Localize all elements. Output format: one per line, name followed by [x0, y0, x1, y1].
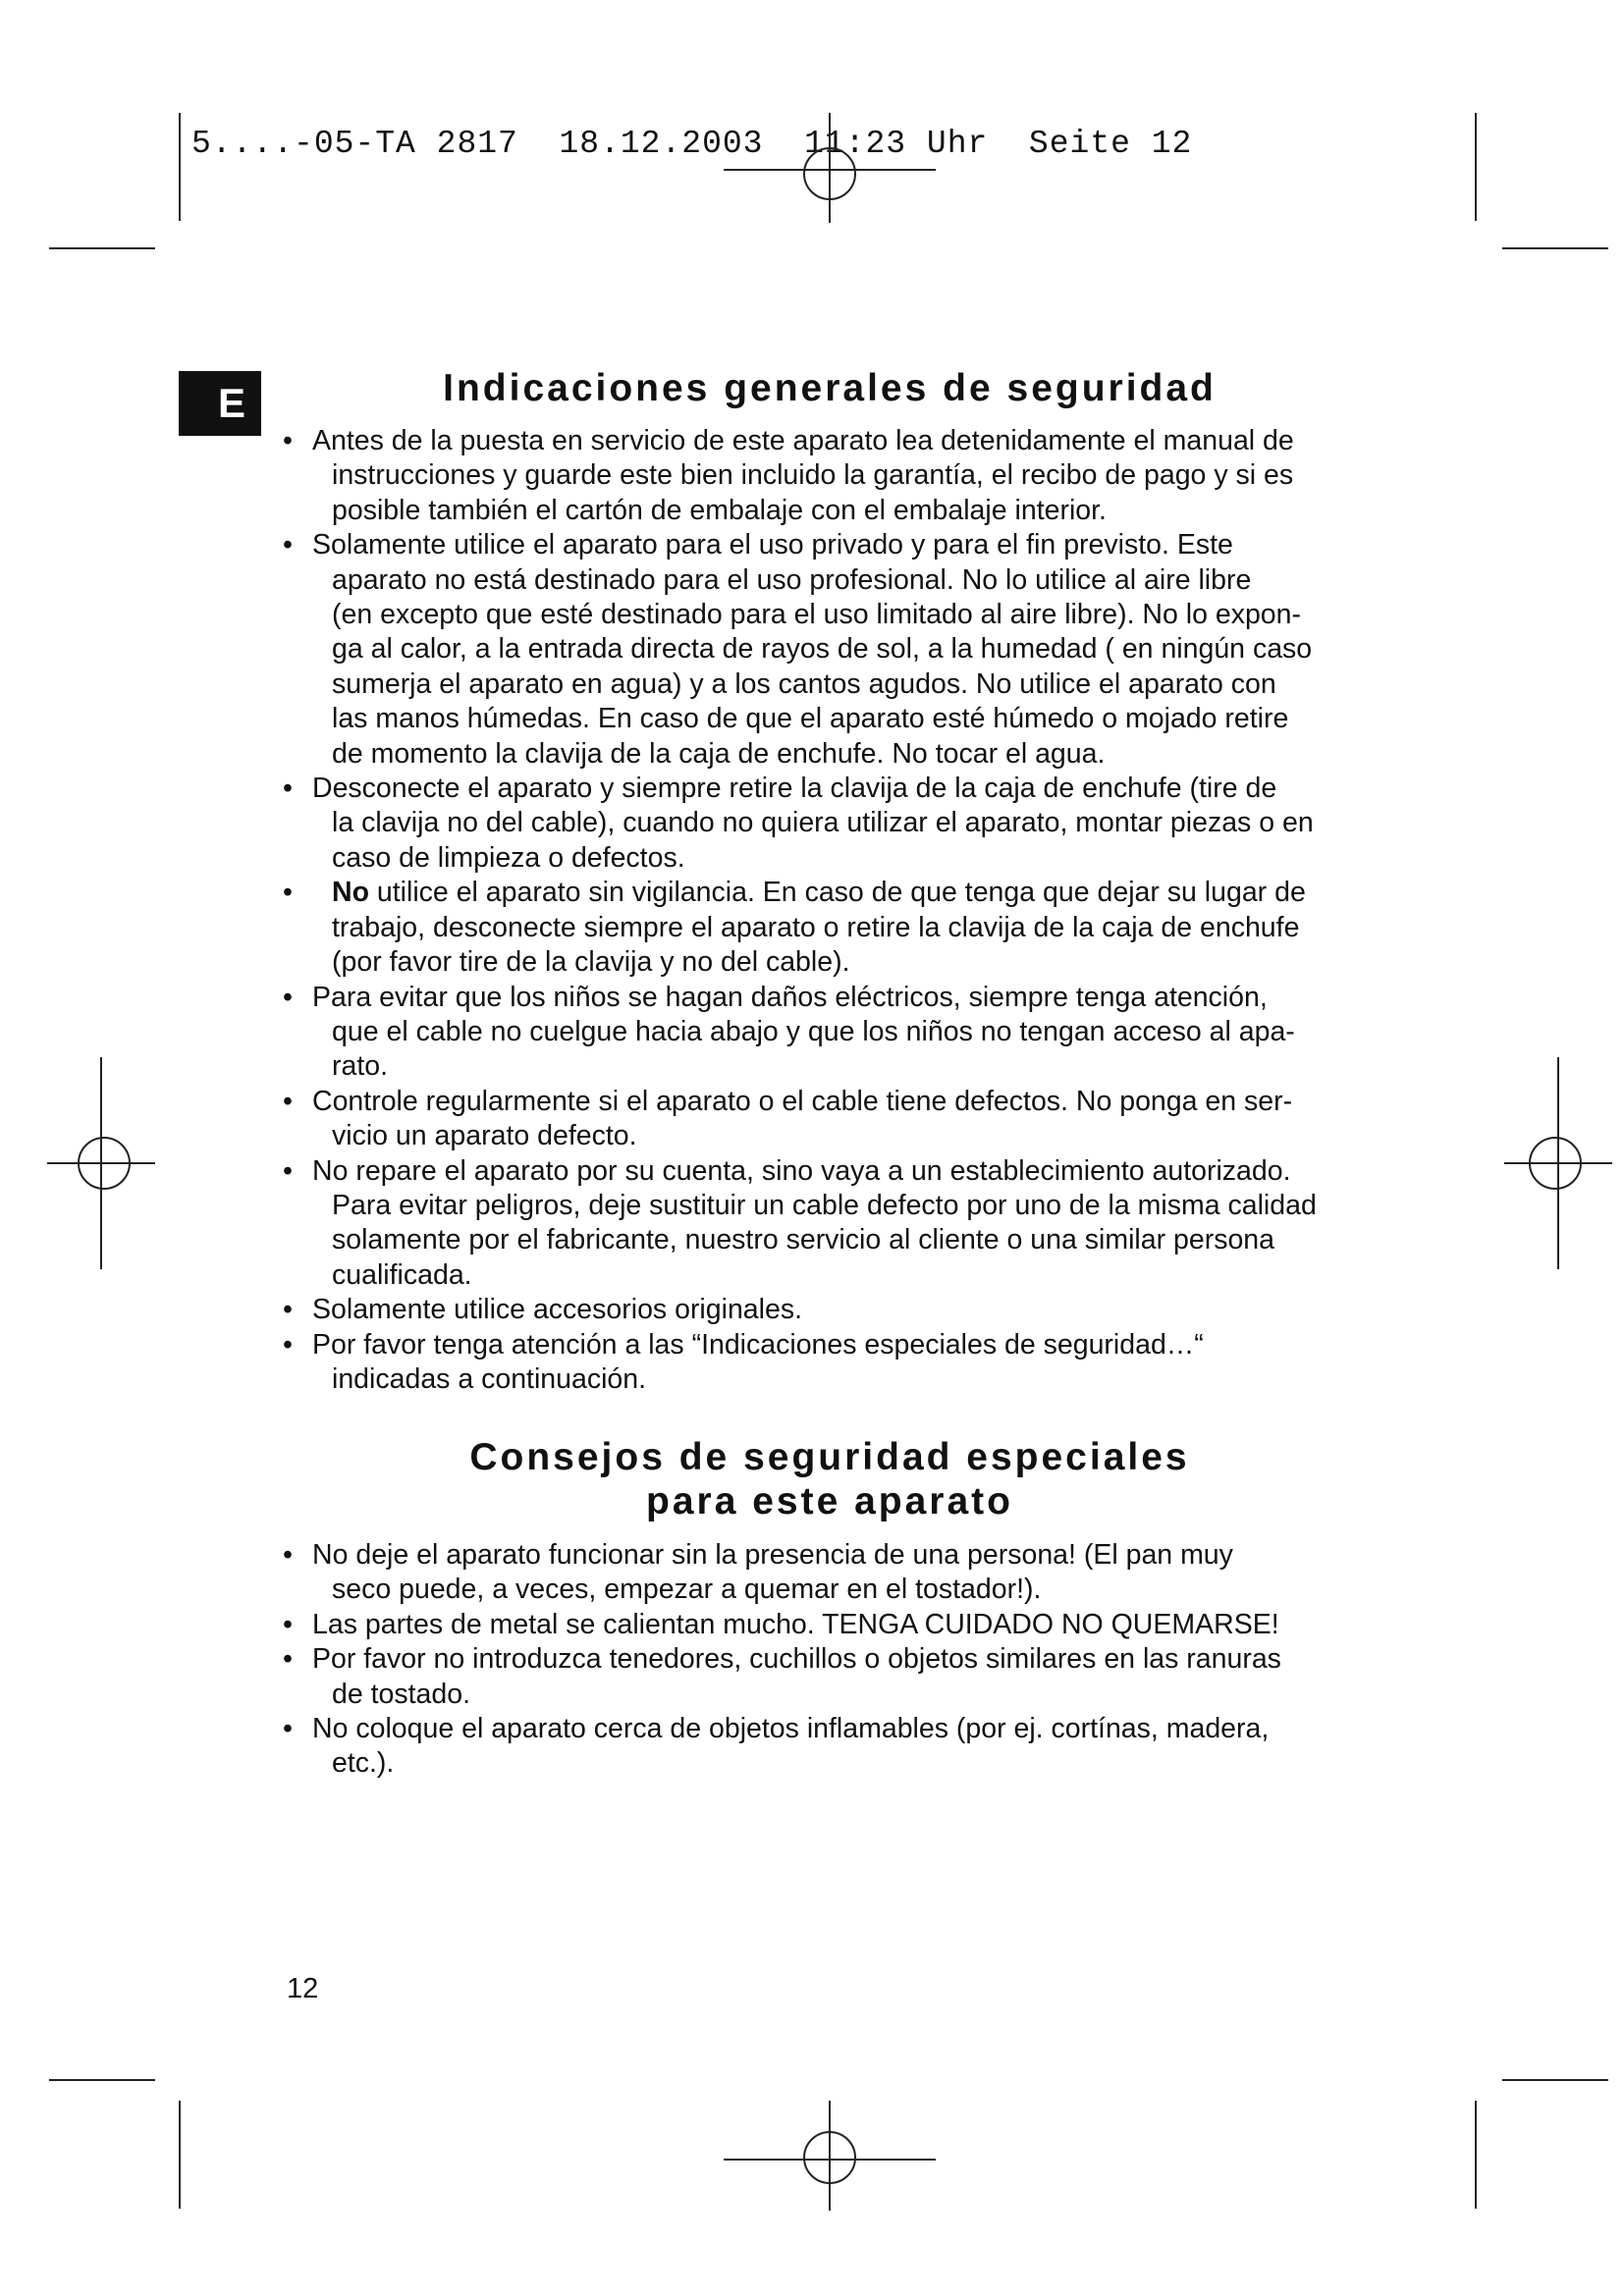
list-item-line: que el cable no cuelgue hacia abajo y que los niños no tengan acceso al apa- — [332, 1015, 1295, 1047]
emphasis-word: No — [332, 877, 369, 909]
bullet-glyph: • — [283, 1294, 293, 1326]
bullet-glyph: • — [283, 1713, 293, 1745]
bullet-glyph: • — [283, 1643, 293, 1676]
list-item-line: sumerja el aparato en agua) y a los cantos agudos. No utilice el aparato con — [332, 667, 1276, 700]
registration-mark-top — [722, 113, 938, 226]
list-item-line: posible también el cartón de embalaje con el embalaje interior. — [332, 494, 1107, 526]
section-title-line: para este aparato — [646, 1480, 1013, 1522]
list-item-line: Solamente utilice el aparato para el uso privado y para el fin previsto. Este — [312, 529, 1233, 561]
list-item-line: Solamente utilice accesorios originales. — [312, 1294, 803, 1326]
bullet-glyph: • — [283, 1085, 293, 1117]
list-item-line: utilice el aparato sin vigilancia. En caso de que tenga que dejar su lugar de — [369, 877, 1306, 909]
list-item-line: indicadas a continuación. — [332, 1362, 647, 1395]
section-title-general-safety — [275, 366, 1384, 410]
list-item-line: Por favor no introduzca tenedores, cuchillos o objetos similares en las ranuras — [312, 1643, 1281, 1676]
list-item-line: Para evitar que los niños se hagan daños eléctricos, siempre tenga atención, — [312, 981, 1268, 1013]
list-item-line: las manos húmedas. En caso de que el aparato esté húmedo o mojado retire — [332, 703, 1289, 735]
list-item — [283, 1085, 1392, 1154]
bullet-glyph: • — [283, 773, 293, 805]
bullet-glyph: • — [283, 1608, 293, 1640]
crop-mark-bottom-right-vertical — [1475, 2101, 1477, 2209]
list-item — [283, 1154, 1392, 1294]
list-item-line: rato. — [332, 1050, 389, 1083]
list-item-line: solamente por el fabricante, nuestro servicio al cliente o una similar persona — [332, 1224, 1274, 1256]
crop-mark-bottom-left-horizontal — [49, 2079, 155, 2081]
crop-mark-bottom-right-horizontal — [1502, 2079, 1608, 2081]
crop-mark-top-right-vertical — [1475, 113, 1477, 221]
list-item-line: Para evitar peligros, deje sustituir un cable defecto por uno de la misma calidad — [332, 1189, 1317, 1221]
bullet-glyph: • — [283, 425, 293, 456]
list-item-line: No coloque el aparato cerca de objetos inflamables (por ej. cortínas, madera, — [312, 1713, 1270, 1745]
list-item-line: vicio un aparato defecto. — [332, 1120, 637, 1152]
page-number: 12 — [287, 1973, 319, 2004]
crop-mark-bottom-left-vertical — [179, 2101, 181, 2209]
list-item-line: la clavija no del cable), cuando no quiera utilizar el aparato, montar piezas o en — [332, 807, 1314, 839]
list-item-line: trabajo, desconecte siempre el aparato o retire la clavija de la caja de enchufe — [332, 911, 1300, 943]
list-item-line: etc.). — [332, 1747, 395, 1780]
general-safety-list — [283, 424, 1392, 1397]
registration-mark-right — [1502, 1055, 1612, 1271]
list-item-line: aparato no está destinado para el uso profesional. No lo utilice al aire libre — [332, 563, 1252, 596]
crop-mark-top-left-horizontal — [49, 247, 155, 249]
crop-mark-top-left-vertical — [179, 113, 181, 221]
list-item-line: de tostado. — [332, 1678, 471, 1710]
section-title-line: Consejos de seguridad especiales — [469, 1436, 1190, 1478]
section-title-special-safety — [275, 1435, 1384, 1523]
list-item-line: Controle regularmente si el aparato o el cable tiene defectos. No ponga en ser- — [312, 1085, 1293, 1117]
print-header: 5....-05-TA 2817 18.12.2003 11:23 Uhr Seite 12 — [191, 126, 1193, 162]
list-item-line: cualificada. — [332, 1258, 472, 1291]
special-safety-list — [283, 1538, 1392, 1782]
bullet-glyph: • — [283, 1328, 293, 1361]
registration-mark-left — [47, 1055, 157, 1271]
list-item — [283, 1293, 1392, 1327]
list-item — [283, 1642, 1392, 1712]
list-item-line: (por favor tire de la clavija y no del cable). — [332, 946, 850, 979]
list-item-line: No repare el aparato por su cuenta, sino vaya a un establecimiento autorizado. — [312, 1154, 1291, 1187]
list-item-line: No deje el aparato funcionar sin la presencia de una persona! (El pan muy — [312, 1539, 1233, 1571]
list-item — [283, 772, 1392, 876]
crop-mark-top-right-horizontal — [1502, 247, 1608, 249]
list-item — [283, 1328, 1392, 1398]
list-item-line: Antes de la puesta en servicio de este aparato lea detenidamente el manual de — [312, 425, 1294, 456]
list-item-line: seco puede, a veces, empezar a quemar en el tostador!). — [332, 1574, 1042, 1606]
language-tab: E — [179, 371, 261, 436]
list-item-line: Las partes de metal se calientan mucho. TENGA CUIDADO NO QUEMARSE! — [312, 1608, 1279, 1640]
bullet-glyph: • — [283, 529, 293, 561]
list-item-line: de momento la clavija de la caja de enchufe. No tocar el agua. — [332, 737, 1106, 770]
list-item — [283, 528, 1392, 772]
section-title-text: Indicaciones generales de seguridad — [443, 367, 1217, 409]
list-item — [283, 1538, 1392, 1608]
list-item-line: instrucciones y guarde este bien incluido la garantía, el recibo de pago y si es — [332, 459, 1294, 492]
bullet-glyph: • — [283, 981, 293, 1013]
list-item — [283, 1608, 1392, 1642]
list-item — [283, 981, 1392, 1085]
registration-mark-bottom — [722, 2101, 938, 2214]
list-item — [283, 1712, 1392, 1782]
list-item — [283, 424, 1392, 528]
list-item-line: (en excepto que esté destinado para el uso limitado al aire libre). No lo expon- — [332, 599, 1301, 631]
bullet-glyph: • — [283, 877, 293, 909]
list-item-line: ga al calor, a la entrada directa de rayos de sol, a la humedad ( en ningún caso — [332, 633, 1313, 666]
list-item — [283, 876, 1392, 980]
list-item-line: Desconecte el aparato y siempre retire la clavija de la caja de enchufe (tire de — [312, 773, 1277, 805]
list-item-line: Por favor tenga atención a las “Indicaciones especiales de seguridad…“ — [312, 1328, 1204, 1361]
list-item-line: caso de limpieza o defectos. — [332, 841, 685, 874]
bullet-glyph: • — [283, 1154, 293, 1187]
bullet-glyph: • — [283, 1539, 293, 1571]
